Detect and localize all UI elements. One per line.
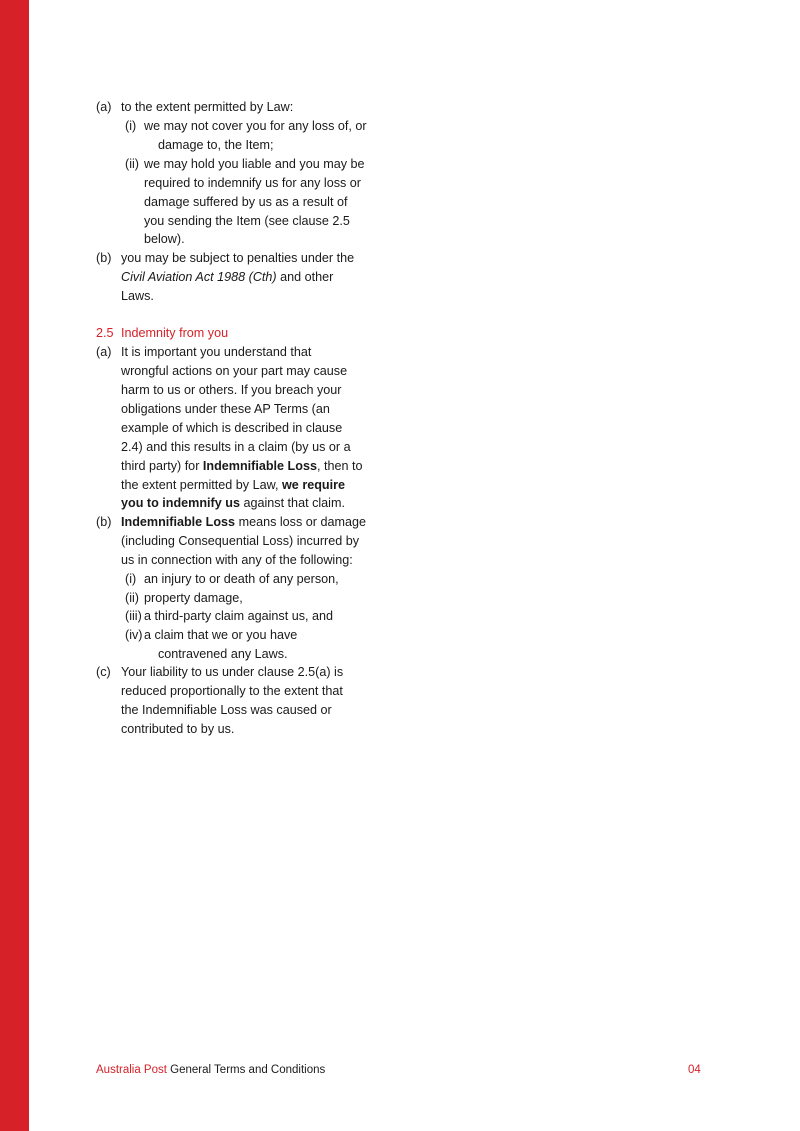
item-b-line1: you may be subject to penalties under the [121, 251, 355, 265]
footer-title [96, 1061, 325, 1079]
footer-doc-title: General Terms and Conditions [166, 1064, 326, 1076]
footer-brand: Australia Post [96, 1064, 167, 1076]
subitem-ii-line3: damage suffered by us as a result of [144, 195, 348, 209]
term-indemnifiable-loss: Indemnifiable Loss [202, 459, 317, 473]
item-b-line3: Laws. [121, 289, 154, 303]
s25-b-sublabel-ii: (ii) [125, 591, 139, 605]
section-number: 2.5 [96, 326, 114, 340]
subitem-ii-line2: required to indemnify us for any loss or [144, 176, 361, 190]
s25-c-line3: the Indemnifiable Loss was caused or [121, 703, 332, 717]
act-name: Civil Aviation Act 1988 (Cth) [121, 270, 277, 284]
s25-label-b: (b) [96, 515, 112, 529]
s25-a-line7: third party) for Indemnifiable Loss, then to [121, 459, 363, 473]
s25-b-sublabel-iv: (iv) [125, 628, 143, 642]
s25-b-sublabel-iii: (iii) [125, 609, 142, 623]
s25-c-line2: reduced proportionally to the extent that [121, 684, 343, 698]
subitem-ii-line4: you sending the Item (see clause 2.5 [144, 214, 350, 228]
item-b-line2: Civil Aviation Act 1988 (Cth) and other [121, 270, 334, 284]
s25-b-line3: us in connection with any of the following: [121, 553, 353, 567]
s25-a-line6: 2.4) and this results in a claim (by us or a [121, 440, 351, 454]
s25-b-subitem-iv-line2: contravened any Laws. [158, 647, 288, 661]
s25-label-a: (a) [96, 345, 112, 359]
s25-a-line5: example of which is described in clause [121, 421, 343, 435]
subitem-ii-line1: we may hold you liable and you may be [144, 157, 365, 171]
s25-b-sublabel-i: (i) [125, 572, 137, 586]
s25-c-line1: Your liability to us under clause 2.5(a) is [121, 665, 344, 679]
s25-a-line9: you to indemnify us against that claim. [121, 496, 345, 510]
item-label-a: (a) [96, 100, 112, 114]
s25-b-subitem-i: an injury to or death of any person, [144, 572, 339, 586]
s25-b-line1: Indemnifiable Loss means loss or damage [121, 515, 366, 529]
s25-b-subitem-ii: property damage, [144, 591, 243, 605]
s25-a-line2: wrongful actions on your part may cause [121, 364, 348, 378]
item-label-b: (b) [96, 251, 112, 265]
subitem-i-line1: we may not cover you for any loss of, or [144, 119, 367, 133]
s25-a-line4: obligations under these AP Terms (an [121, 402, 330, 416]
page-number: 04 [688, 1064, 701, 1076]
s25-a-line3: harm to us or others. If you breach your [121, 383, 342, 397]
subitem-label-ii: (ii) [125, 157, 139, 171]
s25-b-subitem-iv: a claim that we or you have [144, 628, 298, 642]
subitem-label-i: (i) [125, 119, 137, 133]
item-a-text: to the extent permitted by Law: [121, 100, 294, 114]
term-indemnifiable-loss-def: Indemnifiable Loss [121, 515, 236, 529]
s25-label-c: (c) [96, 665, 111, 679]
subitem-ii-line5: below). [144, 232, 185, 246]
red-margin-bar [0, 0, 29, 1131]
section-title: Indemnity from you [121, 326, 229, 340]
s25-a-line8: the extent permitted by Law, we require [121, 478, 346, 492]
s25-b-subitem-iii: a third-party claim against us, and [144, 609, 333, 623]
s25-b-line2: (including Consequential Loss) incurred by [121, 534, 360, 548]
subitem-i-line2: damage to, the Item; [158, 138, 274, 152]
s25-c-line4: contributed to by us. [121, 722, 235, 736]
s25-a-line1: It is important you understand that [121, 345, 312, 359]
